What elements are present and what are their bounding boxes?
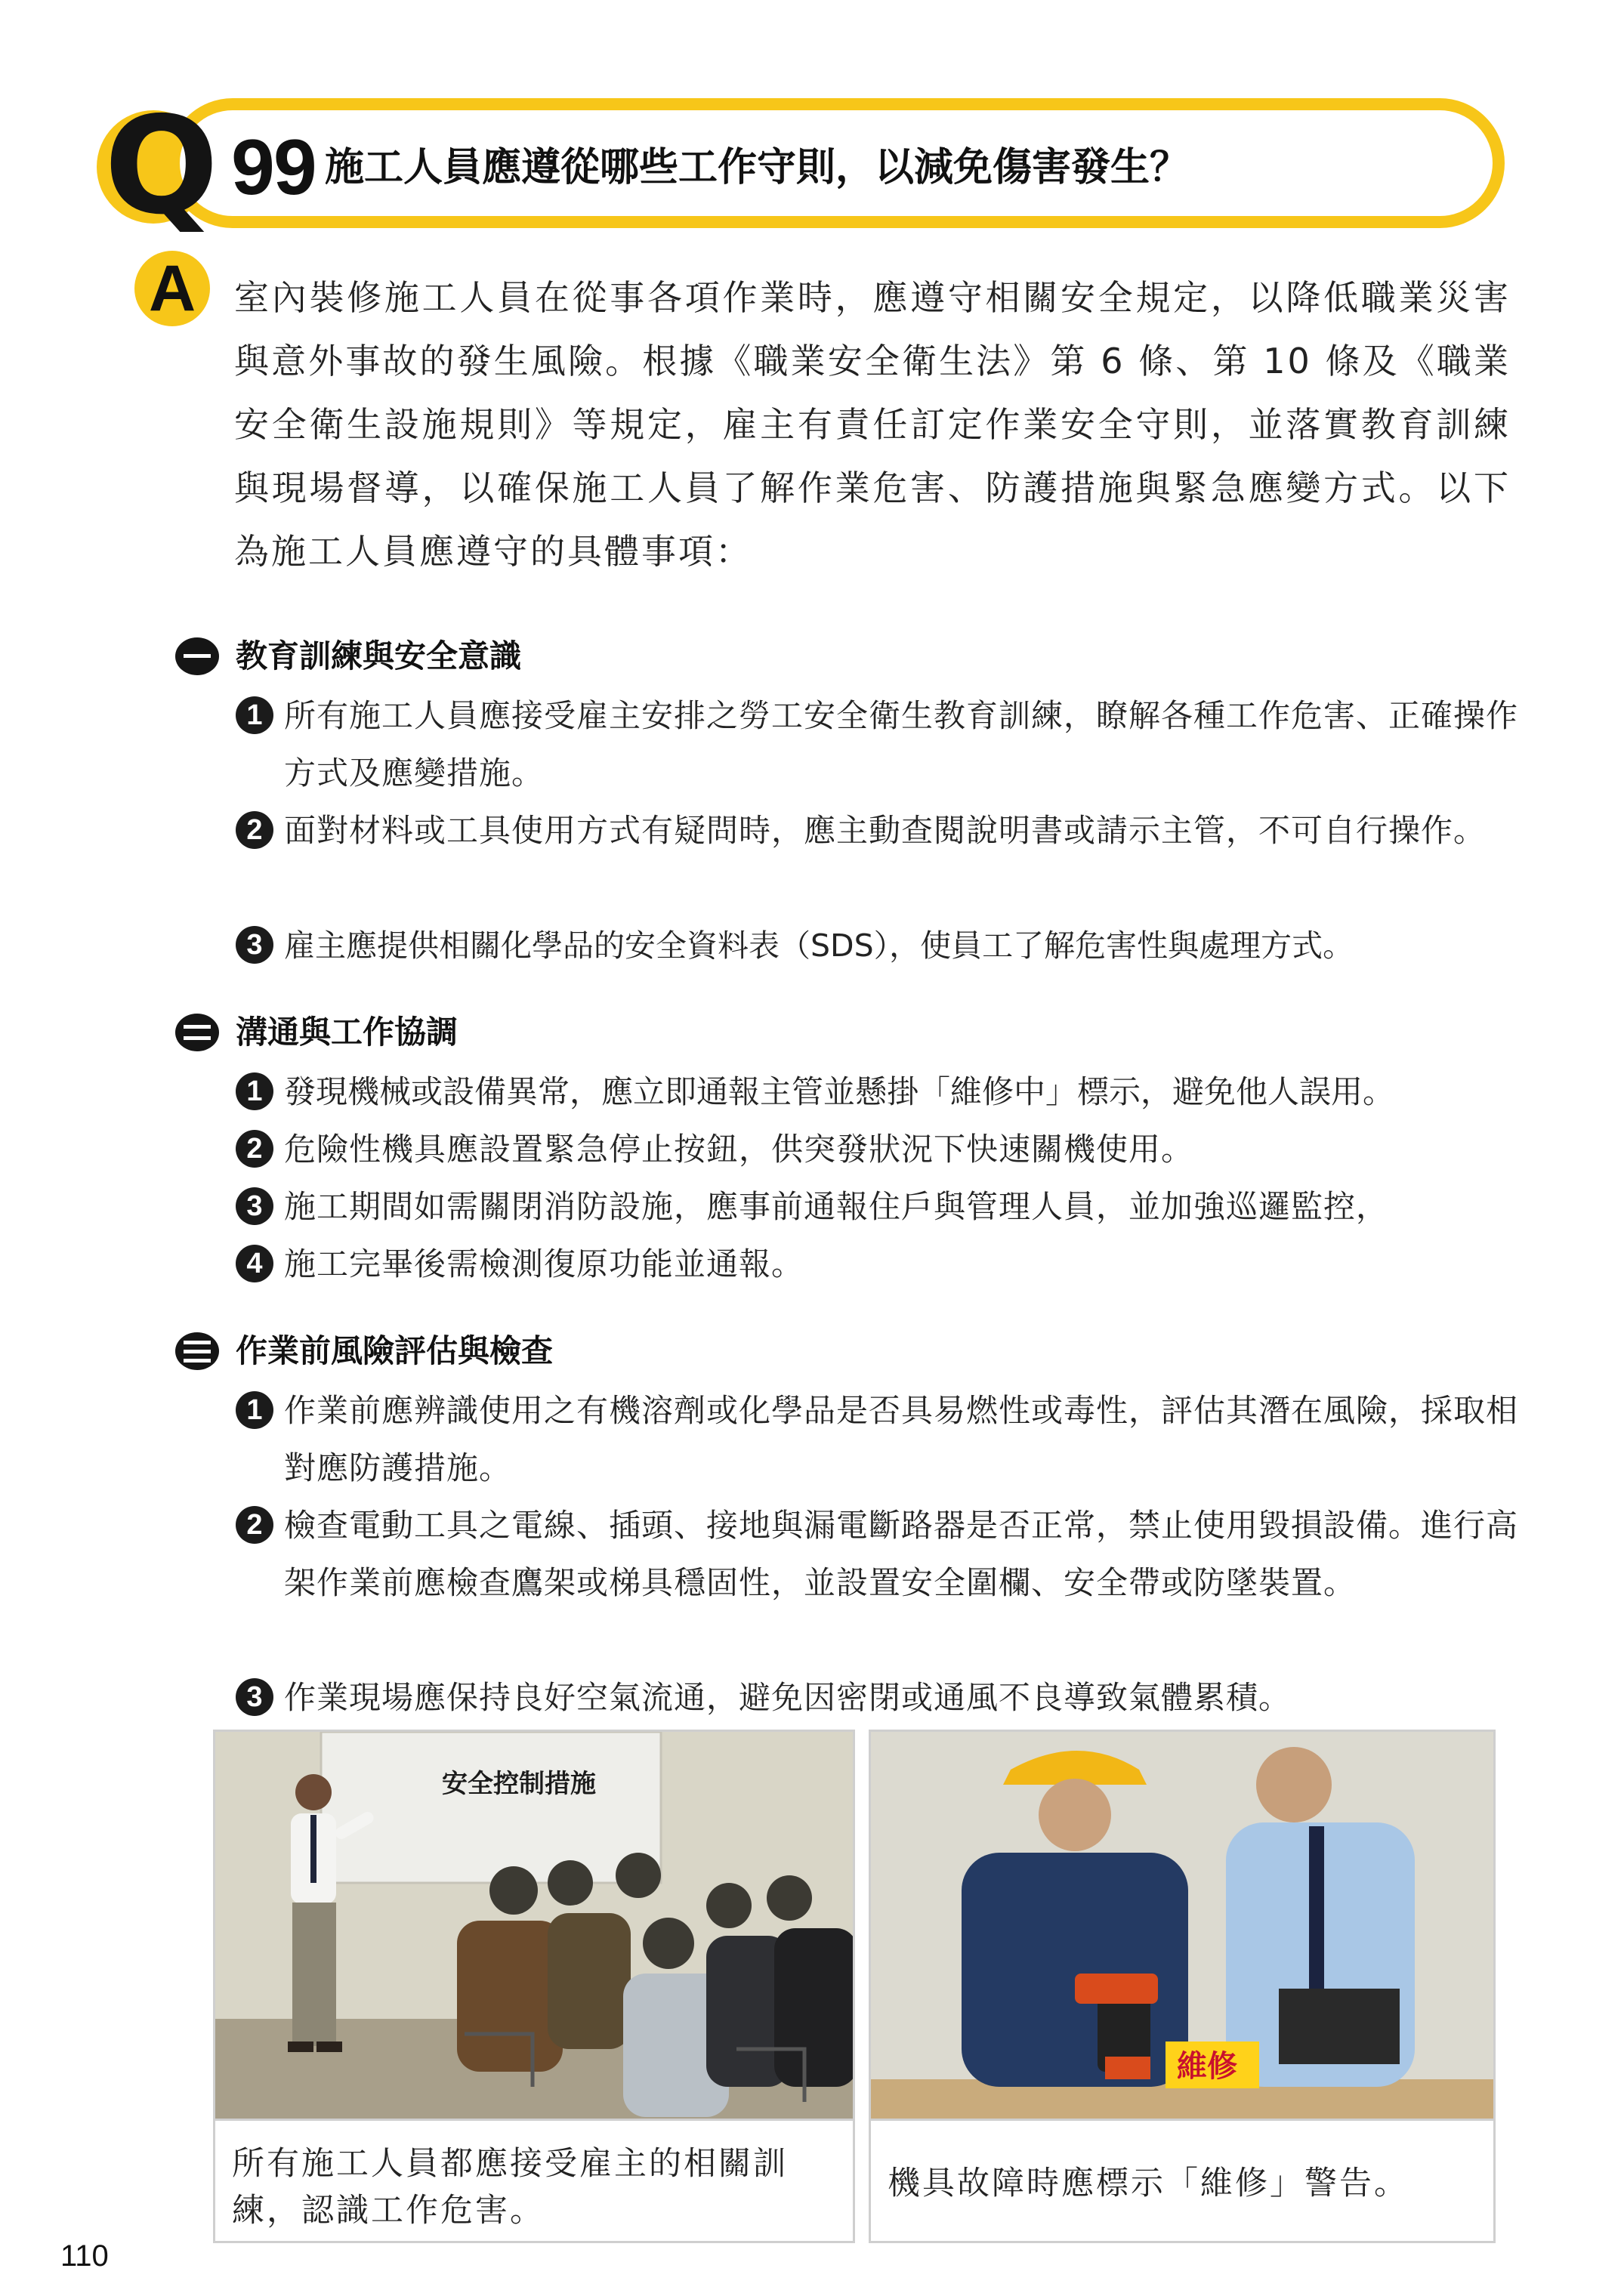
- training-photo: [215, 1732, 853, 2119]
- section-2-icon: [175, 1014, 219, 1051]
- question-number: 99: [231, 124, 316, 211]
- photo-caption: 所有施工人員都應接受雇主的相關訓練，認識工作危害。: [215, 2119, 853, 2243]
- question-title: 施工人員應遵從哪些工作守則，以減免傷害發生？: [325, 145, 1190, 190]
- item-text: 檢查電動工具之電線、插頭、接地與漏電斷路器是否正常，禁止使用毀損設備。進行高架作業前應檢查鷹架或梯具穩固性，並設置安全圍欄、安全帶或防墜裝置。: [284, 1507, 1519, 1601]
- section-1-icon: [175, 637, 219, 675]
- item-text: 發現機械或設備異常，應立即通報主管並懸掛「維修中」標示，避免他人誤用。: [284, 1073, 1395, 1110]
- list-item: [236, 917, 1520, 974]
- list-item: [236, 1236, 1520, 1293]
- section-3-icon: [175, 1332, 219, 1370]
- repair-illustration: [871, 1732, 1493, 2119]
- item-text: 作業前應辨識使用之有機溶劑或化學品是否具易燃性或毒性，評估其潛在風險，採取相對應防護措施。: [284, 1392, 1519, 1486]
- item-number-badge: 2: [236, 811, 273, 849]
- screen-text: 安全控制措施: [442, 1769, 596, 1799]
- list-item: [236, 1063, 1520, 1121]
- list-item: [236, 1669, 1520, 1727]
- answer-badge: [134, 251, 210, 326]
- item-text: 施工期間如需關閉消防設施，應事前通報住戶與管理人員，並加強巡邏監控，: [284, 1188, 1389, 1225]
- item-number-badge: 3: [236, 1187, 273, 1225]
- section-3-title: 作業前風險評估與檢查: [236, 1332, 554, 1369]
- answer-intro: 室內裝修施工人員在從事各項作業時，應遵守相關安全規定，以降低職業災害與意外事故的發生風險。根據《職業安全衛生法》第 6 條、第 10 條及《職業安全衛生設施規則》等規定，雇主有責任訂定作業安全守則，並落實教育訓練與現場督導，以確保施工人員了解作業危害、防護措施與緊急應變方式。以下為施工人員應遵守的具體事項：: [234, 277, 1511, 572]
- list-item: [236, 1382, 1520, 1497]
- item-number-badge: 2: [236, 1130, 273, 1168]
- photo-card-training: [213, 1730, 855, 2243]
- list-item: [236, 1121, 1520, 1178]
- section-2-title: 溝通與工作協調: [236, 1014, 458, 1051]
- list-item: [236, 1497, 1520, 1612]
- item-text: 作業現場應保持良好空氣流通，避免因密閉或通風不良導致氣體累積。: [284, 1679, 1292, 1716]
- q-badge: Q: [104, 88, 219, 244]
- list-item: [236, 1178, 1520, 1236]
- list-item: [236, 802, 1520, 859]
- photo-caption-text: 機具故障時應標示「維修」警告。: [888, 2164, 1409, 2202]
- item-text: 所有施工人員應接受雇主安排之勞工安全衛生教育訓練，瞭解各種工作危害、正確操作方式及應變措施。: [284, 697, 1519, 792]
- item-text: 雇主應提供相關化學品的安全資料表（SDS），使員工了解危害性與處理方式。: [284, 927, 1354, 964]
- photo-card-repair: [869, 1730, 1496, 2243]
- item-number-badge: 3: [236, 1678, 273, 1716]
- photo-caption: [871, 2119, 1493, 2243]
- section-1-title: 教育訓練與安全意識: [236, 637, 522, 674]
- page-number: 110: [60, 2239, 109, 2273]
- item-number-badge: 4: [236, 1245, 273, 1282]
- item-text: 危險性機具應設置緊急停止按鈕，供突發狀況下快速關機使用。: [284, 1131, 1194, 1168]
- list-item: [236, 687, 1520, 802]
- answer-badge-letter: A: [148, 252, 196, 325]
- item-number-badge: 1: [236, 696, 273, 734]
- repair-photo: [871, 1732, 1493, 2119]
- item-text: 施工完畢後需檢測復原功能並通報。: [284, 1245, 804, 1282]
- item-number-badge: 1: [236, 1391, 273, 1429]
- item-text: 面對材料或工具使用方式有疑問時，應主動查閱說明書或請示主管，不可自行操作。: [284, 812, 1487, 849]
- repair-sign-text: 維修: [1177, 2049, 1237, 2084]
- item-number-badge: 1: [236, 1072, 273, 1110]
- item-number-badge: 2: [236, 1506, 273, 1544]
- item-number-badge: 3: [236, 926, 273, 964]
- training-illustration: [215, 1732, 853, 2119]
